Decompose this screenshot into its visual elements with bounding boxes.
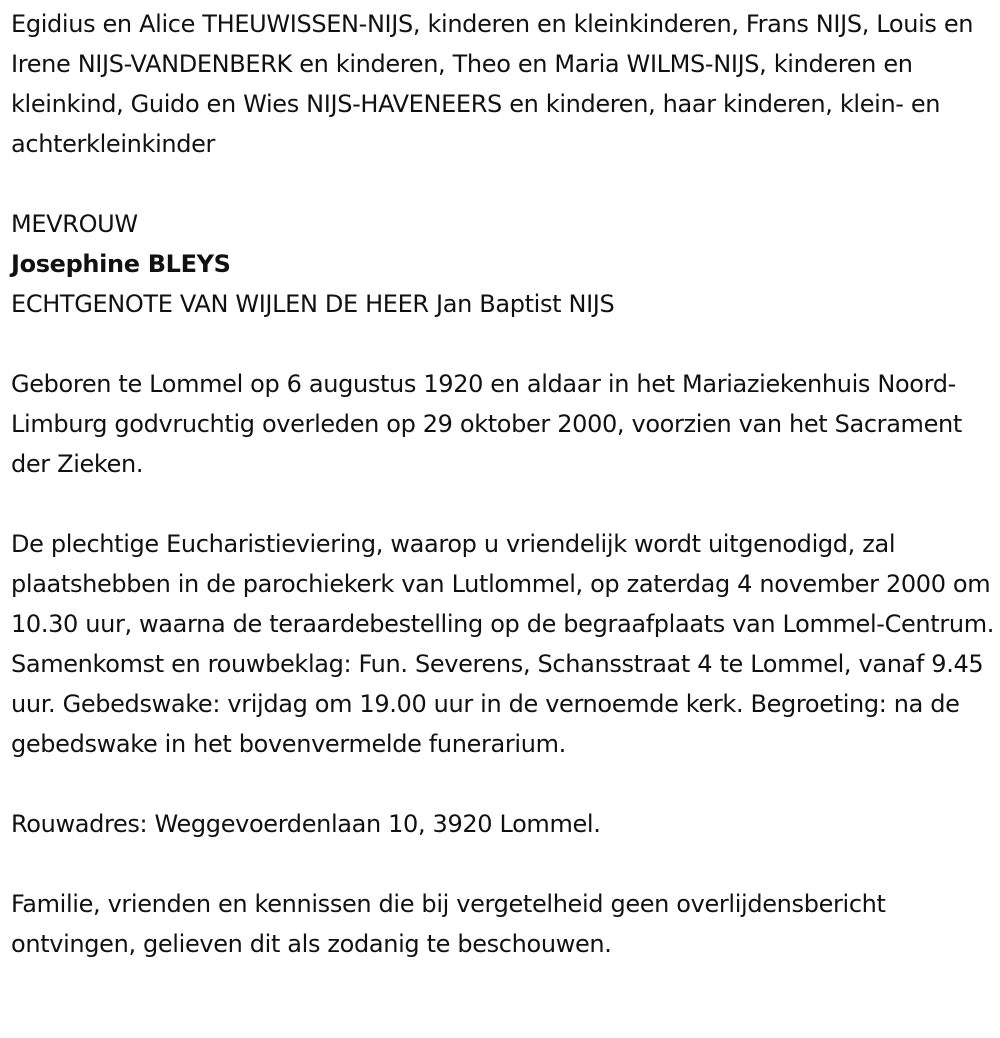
spacer xyxy=(11,164,996,204)
birth-death-paragraph: Geboren te Lommel op 6 augustus 1920 en aldaar in het Mariaziekenhuis Noord-Limburg godvruchtig overleden op 29 oktober 2000, voorzien van het Sacrament der Zieken. xyxy=(11,370,962,478)
mourning-address: Rouwadres: Weggevoerdenlaan 10, 3920 Lommel. xyxy=(11,810,601,838)
spacer xyxy=(11,324,996,364)
spouse-line: ECHTGENOTE VAN WIJLEN DE HEER Jan Baptist NIJS xyxy=(11,290,615,318)
spacer xyxy=(11,764,996,804)
deceased-name: Josephine BLEYS xyxy=(11,250,231,278)
spacer xyxy=(11,484,996,524)
family-intro-paragraph: Egidius en Alice THEUWISSEN-NIJS, kinderen en kleinkinderen, Frans NIJS, Louis en Irene NIJS-VANDENBERK en kinderen, Theo en Maria WILMS-NIJS, kinderen en kleinkind, Guido en Wies NIJS-HAVENEERS en kinderen, haar kinderen, klein- en achterkleinkinder xyxy=(11,10,974,158)
ceremony-paragraph: De plechtige Eucharistieviering, waarop u vriendelijk wordt uitgenodigd, zal plaatshebben in de parochiekerk van Lutlommel, op zaterdag 4 november 2000 om 10.30 uur, waarna de teraardebestelling op de begraafplaats van Lommel-Centrum. Samenkomst en rouwbeklag: Fun. Severens, Schansstraat 4 te Lommel, vanaf 9.45 uur. Gebedswake: vrijdag om 19.00 uur in de vernoemde kerk. Begroeting: na de gebedswake in het bovenvermelde funerarium. xyxy=(11,530,995,758)
honorific: MEVROUW xyxy=(11,210,138,238)
spacer xyxy=(11,844,996,884)
closing-paragraph: Familie, vrienden en kennissen die bij vergetelheid geen overlijdensbericht ontvingen, gelieven dit als zodanig te beschouwen. xyxy=(11,890,886,958)
obituary-document xyxy=(11,4,996,964)
